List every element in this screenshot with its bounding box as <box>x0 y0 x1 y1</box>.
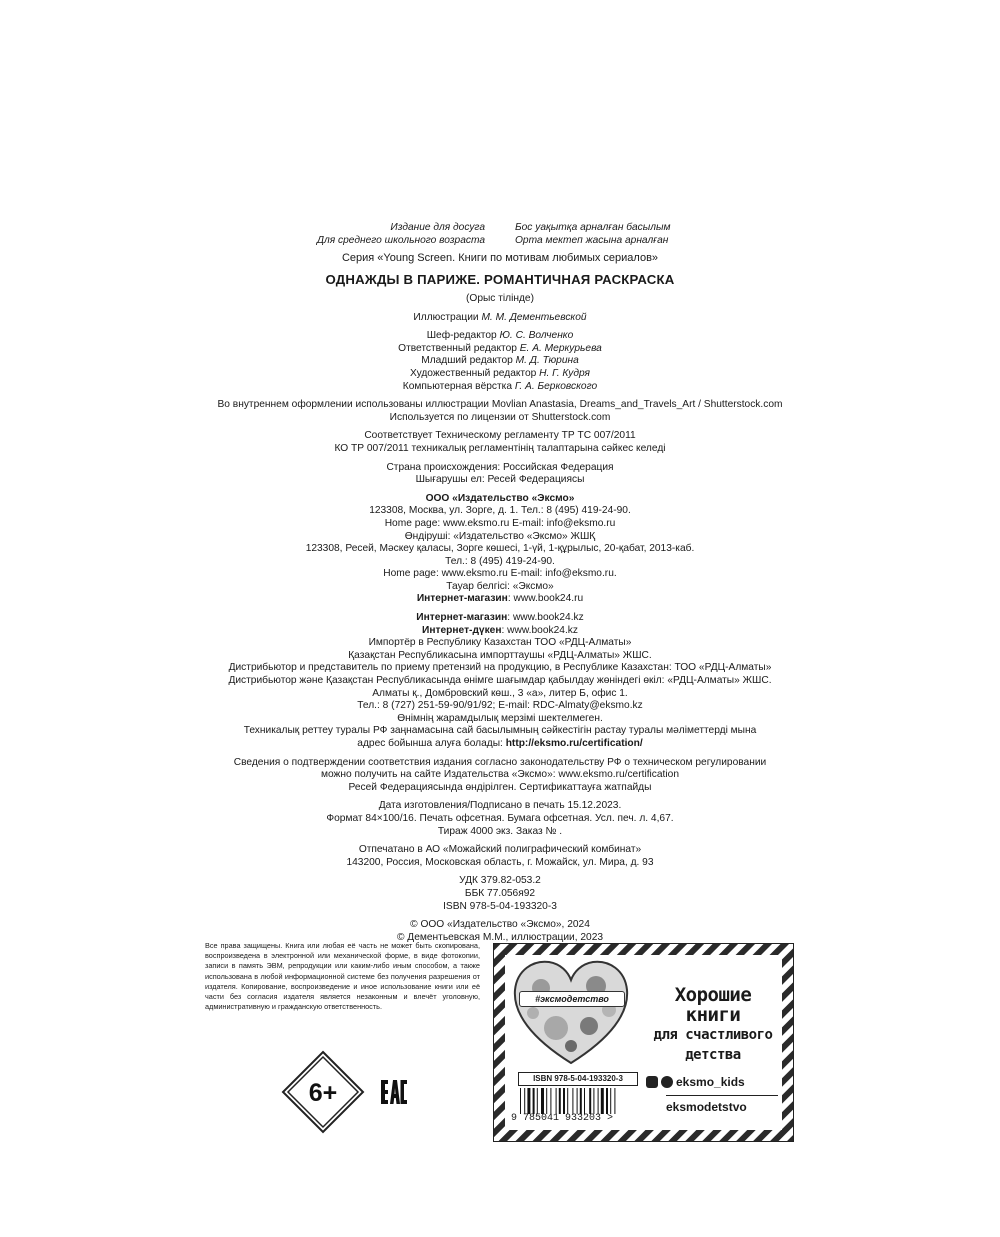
importer-line: Техникалық реттеу туралы РФ заңнамасына сай басылымның сәйкестігін растау туралы мәліметтерді мына <box>243 725 757 737</box>
barcode-bar <box>559 1088 561 1114</box>
age-rating-text: 6+ <box>308 1079 338 1107</box>
social-divider <box>666 1095 778 1096</box>
barcode-bar <box>606 1088 608 1114</box>
credit-line: Художественный редактор Н. Г. Кудря <box>410 367 590 379</box>
barcode-bar <box>520 1088 521 1114</box>
printer-line: 143200, Россия, Московская область, г. Можайск, ул. Мира, д. 93 <box>346 856 654 868</box>
regulation-line: КО ТР 007/2011 техникалық регламентінің талаптарына сәйкес келеді <box>334 442 666 454</box>
copyright-line: © ООО «Издательство «Эксмо», 2024 <box>410 919 590 931</box>
certification-line: можно получить на сайте Издательства «Эксмо»: www.eksmo.ru/certification <box>321 769 679 781</box>
printer-line: Отпечатано в АО «Можайский полиграфический комбинат» <box>358 844 642 856</box>
importer-line: Өнімнің жарамдылық мерзімі шектелмеген. <box>397 712 603 724</box>
origin-line: Шығарушы ел: Ресей Федерациясы <box>415 474 585 486</box>
vk-icon <box>646 1076 658 1088</box>
imprint-column <box>190 293 810 944</box>
social-handle-kids[interactable]: eksmo_kids <box>676 1075 745 1089</box>
barcode-bar <box>546 1088 547 1114</box>
origin-line: Страна происхождения: Российская Федерация <box>386 461 614 473</box>
leisure-ru-line2: Для среднего школьного возраста <box>316 235 485 246</box>
importer-line: Дистрибьютор және Қазақстан Республикасында өнімге шағымдар қабылдау жөніндегі өкіл: «РДЦ-Алматы» ЖШС. <box>228 675 772 687</box>
importer-line: Алматы қ., Домбровский көш., 3 «а», литер Б, офис 1. <box>372 687 628 699</box>
barcode-bar <box>556 1088 557 1114</box>
barcode-bar <box>589 1088 591 1114</box>
leisure-kz-line2: Орта мектеп жасына арналған <box>515 235 669 246</box>
barcode-bar <box>563 1088 565 1114</box>
regulation-line: Соответствует Техническому регламенту ТР ТС 007/2011 <box>364 430 636 442</box>
barcode-bar <box>524 1088 525 1114</box>
eac-mark-icon <box>379 1077 409 1107</box>
leisure-kz-line1: Бос уақытқа арналған басылым <box>515 222 671 233</box>
barcode-bar <box>567 1088 568 1114</box>
barcode-bar <box>598 1088 599 1114</box>
shop-ru: Интернет-магазин: www.book24.ru <box>416 593 584 605</box>
barcode-bar <box>541 1088 544 1114</box>
barcode-bar <box>550 1088 551 1114</box>
certification-line: Ресей Федерациясында өндірілген. Сертификаттауға жатпайды <box>348 781 652 793</box>
heart-hashtag: #эксмодетство <box>519 991 625 1007</box>
barcode-bar <box>584 1088 585 1114</box>
production-line: Дата изготовления/Подписано в печать 15.12.2023. <box>378 800 622 812</box>
barcode-bar <box>533 1088 535 1114</box>
shop-kz-duken: Интернет-дүкен: www.book24.kz <box>422 624 578 636</box>
certification-line: Сведения о подтверждении соответствия издания согласно законодательству РФ о техническом регулировании <box>233 756 767 768</box>
code-udk: УДК 379.82-053.2 <box>459 875 541 887</box>
barcode-bar <box>601 1088 604 1114</box>
importer-line: Тел.: 8 (727) 251-59-90/91/92; E-mail: RDC-Almaty@eksmo.kz <box>357 700 643 712</box>
barcode-bar <box>527 1088 530 1114</box>
certification-link[interactable]: http://eksmo.ru/certification/ <box>505 738 643 749</box>
promo-panel <box>493 943 794 1142</box>
social-row <box>646 1075 778 1089</box>
barcode-bar <box>580 1088 582 1114</box>
importer-line: Импортёр в Республику Казахстан ТОО «РДЦ-Алматы» <box>368 637 632 649</box>
stock-line: Используется по лицензии от Shutterstock.com <box>389 411 611 423</box>
shop-kz: Интернет-магазин: www.book24.kz <box>416 612 584 624</box>
barcode-bar <box>577 1088 578 1114</box>
publisher-line: 123308, Ресей, Мәскеу қаласы, Зорге көшесі, 1-үй, 1-құрылыс, 20-қабат, 2013-каб. <box>305 543 695 555</box>
leisure-ru-line1: Издание для досуга <box>390 222 485 233</box>
social-block <box>646 1075 778 1114</box>
credit-line: Младший редактор М. Д. Тюрина <box>421 355 579 367</box>
publisher-line: Home page: www.eksmo.ru E-mail: info@eksmo.ru <box>384 517 616 529</box>
publisher-line: 123308, Москва, ул. Зорге, д. 1. Тел.: 8 (495) 419-24-90. <box>369 505 631 517</box>
heart-doodle-icon <box>511 958 631 1068</box>
publisher-line: Тауар белгісі: «Эксмо» <box>446 580 554 592</box>
production-line: Тираж 4000 экз. Заказ № . <box>437 825 563 837</box>
barcode-icon <box>518 1088 638 1114</box>
barcode-bar <box>614 1088 615 1114</box>
code-bbk: ББК 77.056я92 <box>464 887 536 899</box>
credit-line: Компьютерная вёрстка Г. А. Берковского <box>402 380 598 392</box>
age-rating-badge <box>281 1050 365 1134</box>
credit-line: Ответственный редактор Е. А. Меркурьева <box>398 342 602 354</box>
publisher-line: Тел.: 8 (495) 419-24-90. <box>445 555 555 567</box>
barcode-bar <box>572 1088 573 1114</box>
importer-line: Дистрибьютор и представитель по приему претензий на продукцию, в Республике Казахстан: ТОО «РДЦ-Алматы» <box>228 662 772 674</box>
social-handle-detstvo[interactable]: eksmodetstvo <box>666 1100 747 1114</box>
publisher-name: ООО «Издательство «Эксмо» <box>425 492 575 504</box>
credit-line: Шеф-редактор Ю. С. Волченко <box>426 330 574 342</box>
barcode-bar <box>537 1088 538 1114</box>
publisher-line: Өндіруші: «Издательство «Эксмо» ЖШҚ <box>404 530 596 542</box>
promo-content <box>505 955 782 1130</box>
code-isbn: ISBN 978-5-04-193320-3 <box>443 900 557 912</box>
language-note: (Орыс тілінде) <box>466 293 534 304</box>
stock-line: Во внутреннем оформлении использованы иллюстрации Movlian Anastasia, Dreams_and_Travels_Art / Shutterstock.com <box>217 399 783 411</box>
barcode-number: 9 785041 933203 > <box>511 1113 614 1124</box>
barcode-bar <box>593 1088 594 1114</box>
series-line: Серия «Young Screen. Книги по мотивам любимых сериалов» <box>341 252 659 264</box>
production-line: Формат 84×100/16. Печать офсетная. Бумага офсетная. Усл. печ. л. 4,67. <box>326 812 674 824</box>
book-title: ОДНАЖДЫ В ПАРИЖЕ. РОМАНТИЧНАЯ РАСКРАСКА <box>325 272 675 287</box>
leisure-kz <box>515 221 670 247</box>
publisher-line: Home page: www.eksmo.ru E-mail: info@eksmo.ru. <box>383 568 617 580</box>
rights-notice: Все права защищены. Книга или любая её часть не может быть скопирована, воспроизведена в электронной или механической форме, в виде фотокопии, записи в память ЭВМ, репродукции или каким-либо иным способом, а также использована в любой информационной системе без получения разрешения от издателя. Копирование, воспроизведение и иное использование книги или её части без согласия издателя является незаконным и влечёт уголовную, административную и гражданскую ответственность. <box>205 941 480 1012</box>
importer-line-last: адрес бойынша алуға болады: http://eksmo.ru/certification/ <box>357 738 643 749</box>
promo-slogan: Хорошие книги для счастливого детства <box>653 984 773 1063</box>
illustrations-credit: Иллюстрации М. М. Дементьевской <box>413 311 587 323</box>
importer-line: Қазақстан Республикасына импорттаушы «РДЦ-Алматы» ЖШС. <box>348 649 652 661</box>
leisure-ru <box>317 221 485 247</box>
copyright-line: © Дементьевская М.М., иллюстрации, 2023 <box>396 931 604 943</box>
barcode-bar <box>610 1088 611 1114</box>
barcode-isbn: ISBN 978-5-04-193320-3 <box>518 1072 638 1086</box>
telegram-icon <box>661 1076 673 1088</box>
